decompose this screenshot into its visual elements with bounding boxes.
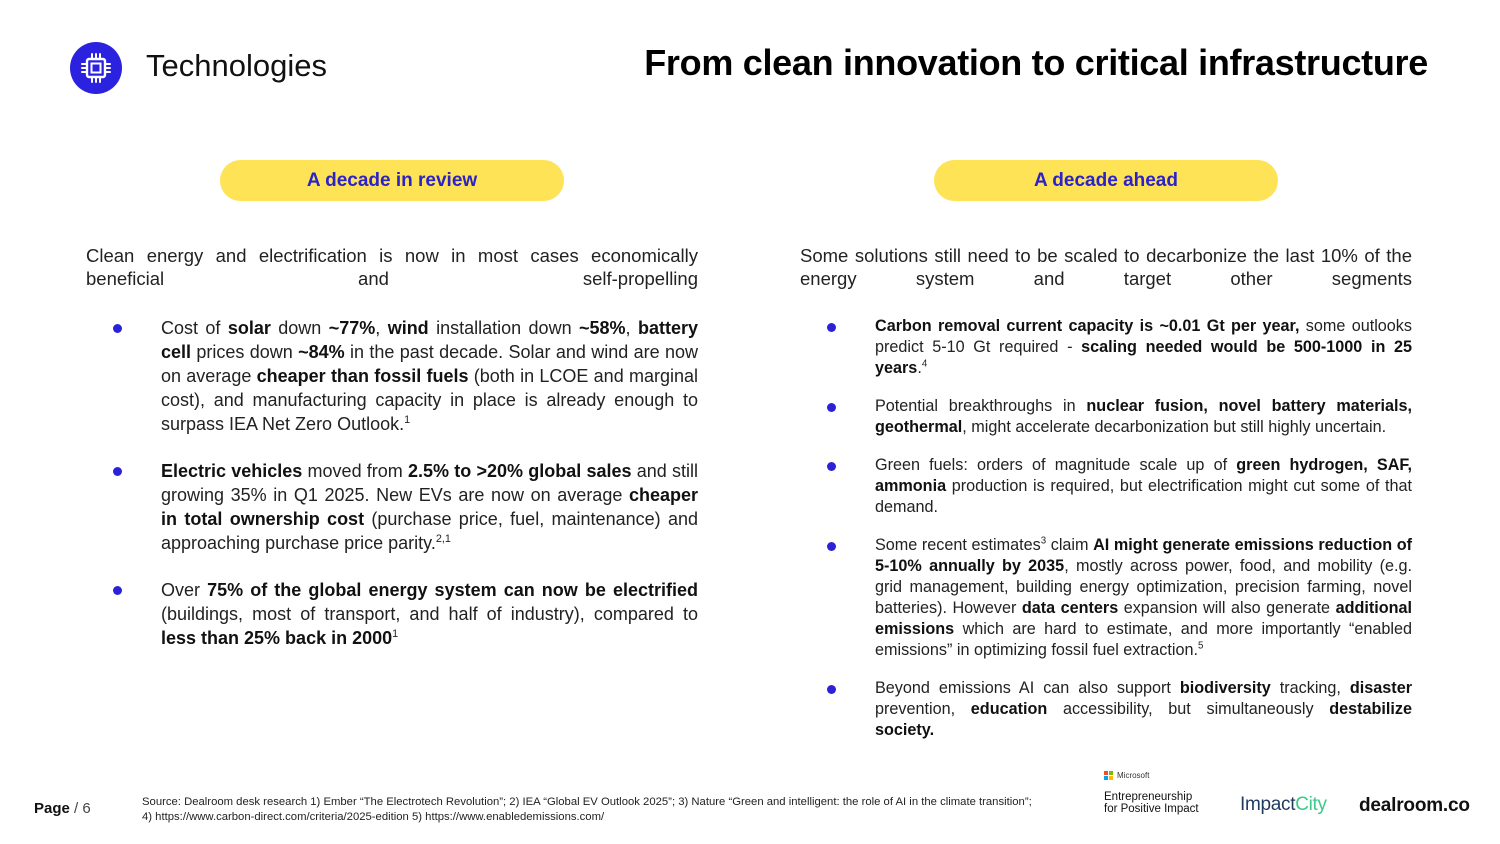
bold-text: scaling needed would be 500-1000 in 25 years xyxy=(875,338,1412,377)
footnote-ref: 3 xyxy=(1040,535,1047,547)
ahead-column xyxy=(800,244,1412,758)
bullet-dot-icon xyxy=(827,403,836,412)
bullet-dot-icon xyxy=(113,324,122,333)
text-run: moved from xyxy=(302,461,409,481)
text-run: accessibility, but simultaneously xyxy=(1047,700,1330,718)
bold-text: biodiversity xyxy=(1179,679,1271,697)
text-run: Potential breakthroughs in xyxy=(875,397,1087,415)
decade-in-review-pill: A decade in review xyxy=(220,160,564,201)
footnote-ref: 1 xyxy=(392,628,399,640)
review-column xyxy=(86,244,698,673)
bullet-dot-icon xyxy=(827,685,836,694)
impact-wordmark: Impact xyxy=(1240,794,1296,815)
text-run: in the past decade. Solar and wind are now on average xyxy=(161,342,698,386)
text-run: Some recent estimates xyxy=(875,536,1041,554)
bold-text: cheaper in total ownership cost xyxy=(161,485,698,529)
text-run: , might accelerate decarbonization but still highly uncertain. xyxy=(962,418,1387,436)
footnote-ref: 5 xyxy=(1197,640,1204,652)
review-intro: Clean energy and electrification is now in most cases economically beneficial and self-propelling xyxy=(86,245,698,289)
bullet-item xyxy=(86,578,698,650)
bullet-dot-icon xyxy=(827,462,836,471)
text-run: , xyxy=(375,318,388,338)
bold-text: battery cell xyxy=(161,318,698,362)
bullet-dot-icon xyxy=(113,586,122,595)
bold-text: AI might generate emissions reduction of 5-10% annually by 2035 xyxy=(875,536,1412,575)
dealroom-logo: dealroom.co xyxy=(1359,795,1470,816)
bullet-item xyxy=(800,678,1412,741)
text-run: tracking, xyxy=(1270,679,1350,697)
text-run: (purchase price, fuel, maintenance) and approaching purchase price parity. xyxy=(161,509,698,553)
footnote-ref: 2,1 xyxy=(435,533,451,545)
page-number xyxy=(34,800,91,817)
review-bullet-list xyxy=(86,316,698,650)
microsoft-squares-icon xyxy=(1104,771,1113,780)
bullet-item xyxy=(800,396,1412,438)
bold-text: 75% of the global energy system can now be electrified xyxy=(207,580,698,600)
bold-text: green hydrogen, SAF, ammonia xyxy=(875,456,1412,495)
bullet-item xyxy=(800,455,1412,518)
bullet-item xyxy=(800,316,1412,379)
microsoft-logo xyxy=(1104,771,1149,780)
text-run: prevention, xyxy=(875,700,971,718)
page-title: From clean innovation to critical infrastructure xyxy=(644,42,1428,83)
decade-ahead-pill: A decade ahead xyxy=(934,160,1278,201)
text-run: Cost of xyxy=(161,318,228,338)
bold-text: ~58% xyxy=(579,318,626,338)
bold-text: education xyxy=(970,700,1048,718)
bullet-dot-icon xyxy=(113,467,122,476)
ms-program-logo xyxy=(1104,791,1199,815)
text-run: (buildings, most of transport, and half of industry), compared to xyxy=(161,604,698,624)
bold-text: less than 25% back in 2000 xyxy=(161,628,393,648)
ahead-intro: Some solutions still need to be scaled to decarbonize the last 10% of the energy system and target other segments xyxy=(800,245,1412,289)
bullet-dot-icon xyxy=(827,323,836,332)
bold-text: solar xyxy=(227,318,271,338)
chip-icon xyxy=(70,42,122,94)
bold-text: ~84% xyxy=(298,342,345,362)
page-total: / 6 xyxy=(74,800,91,817)
text-run: production is required, but electrification might cut some of that demand. xyxy=(875,477,1412,516)
city-wordmark: City xyxy=(1295,794,1327,815)
text-run: which are hard to estimate, and more importantly “enabled emissions” in optimizing fossil fuel extraction. xyxy=(875,620,1412,659)
bullet-item xyxy=(86,459,698,555)
microsoft-wordmark: Microsoft xyxy=(1117,771,1150,780)
text-run: some outlooks predict 5-10 Gt required - xyxy=(875,317,1412,356)
text-run: installation down xyxy=(428,318,579,338)
bold-text: data centers xyxy=(1021,599,1119,617)
text-run: , xyxy=(625,318,638,338)
text-run: , mostly across power, food, and mobility (e.g. grid management, building energy optimization, precision farming, novel batteries). However xyxy=(875,557,1413,617)
bold-text: nuclear fusion, novel battery materials, geothermal xyxy=(875,397,1413,436)
bullet-dot-icon xyxy=(827,542,836,551)
text-run: and still growing 35% in Q1 2025. New EVs are now on average xyxy=(161,461,699,505)
source-footnote: Source: Dealroom desk research 1) Ember “The Electrotech Revolution”; 2) IEA “Global EV Outlook 2025”; 3) Nature “Green and intelligent: the role of AI in the climate transition”; 4) https://www.carbon-direct.com/criteria/2025-edition 5) https://www.enabledemissions.com/ xyxy=(142,796,1032,823)
bold-text: additional emissions xyxy=(875,599,1413,638)
bold-text: Carbon removal current capacity is ~0.01 Gt per year, xyxy=(875,317,1300,335)
text-run: Beyond emissions AI can also support xyxy=(875,679,1180,697)
page-label: Page xyxy=(34,800,70,817)
bold-text: disaster xyxy=(1349,679,1412,697)
bold-text: destabilize society. xyxy=(875,700,1413,739)
bold-text: Electric vehicles xyxy=(161,461,303,481)
footnote-ref: 4 xyxy=(921,358,928,370)
text-run: claim xyxy=(1046,536,1094,554)
ms-program-line2: for Positive Impact xyxy=(1104,803,1199,815)
bullet-item xyxy=(800,535,1412,661)
section-label: Technologies xyxy=(146,48,327,83)
text-run: expansion will also generate xyxy=(1118,599,1336,617)
text-run: down xyxy=(270,318,329,338)
bullet-item xyxy=(86,316,698,436)
ahead-bullet-list xyxy=(800,316,1412,741)
bold-text: cheaper than fossil fuels xyxy=(256,366,469,386)
footnote-ref: 1 xyxy=(404,414,411,426)
ms-program-line1: Entrepreneurship xyxy=(1104,791,1193,803)
bold-text: ~77% xyxy=(328,318,376,338)
bold-text: wind xyxy=(387,318,429,338)
impactcity-logo xyxy=(1240,794,1327,816)
text-run: (both in LCOE and marginal cost), and manufacturing capacity in place is already enough to surpass IEA Net Zero Outlook. xyxy=(161,366,699,434)
text-run: prices down xyxy=(191,342,299,362)
text-run: Over xyxy=(161,580,208,600)
text-run: Green fuels: orders of magnitude scale up of xyxy=(875,456,1237,474)
text-run: . xyxy=(917,359,922,377)
bold-text: 2.5% to >20% global sales xyxy=(408,461,632,481)
